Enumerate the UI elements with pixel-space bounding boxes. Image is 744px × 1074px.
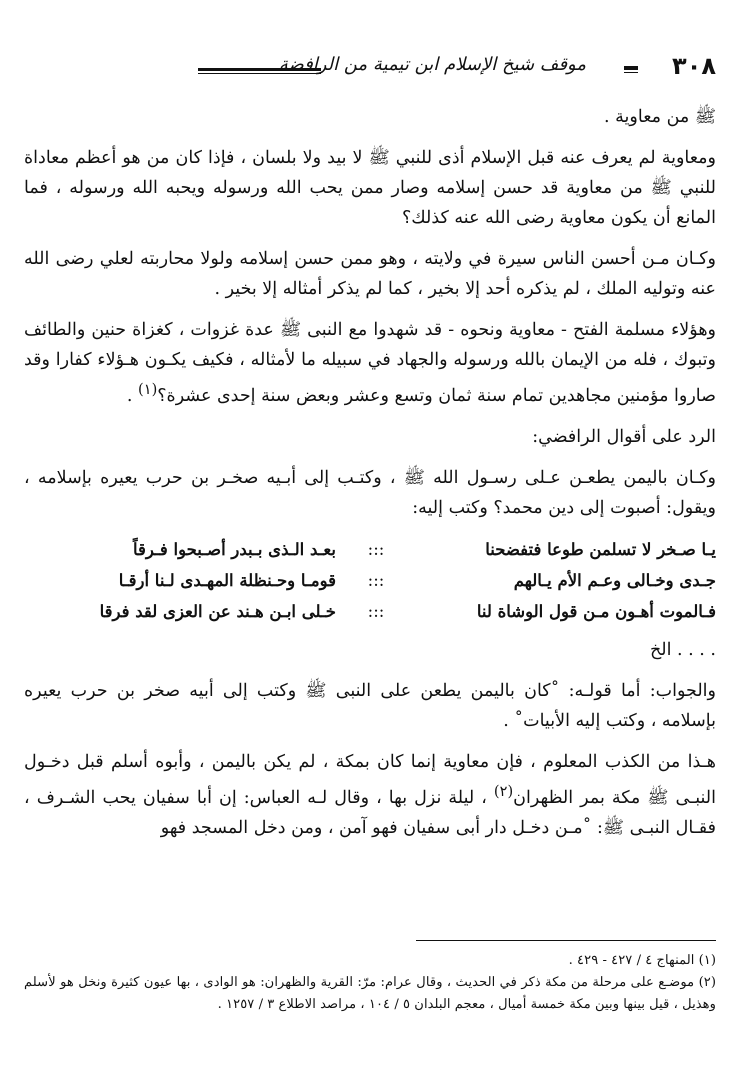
section-heading: الرد على أقوال الرافضي: <box>532 426 716 447</box>
footnote-divider <box>416 940 716 941</box>
verse-separator: ::: <box>367 539 385 559</box>
paragraph <box>24 315 716 411</box>
ellipsis-etc: . . . . الخ <box>650 639 716 660</box>
page-number: ٣٠٨ <box>672 52 716 80</box>
footnote-ref: (٢) <box>493 782 514 800</box>
footnotes <box>24 950 716 1016</box>
verse-second-hemistich: خـلى ابـن هـند عن العزى لقد فرقا <box>99 601 336 621</box>
header-rule-short <box>624 66 638 73</box>
verse-first-hemistich: فـالموت أهـون مـن قول الوشاة لنا <box>476 601 716 621</box>
footnote: (٢) موضـع على مرحلة من مكة ذكر في الحديث ، وقال عرام: مرّ: القرية والظهران: هو الوادى ، بها عيون كثيرة ونخل هو لأسلم وهذيل ، قيل بينها وبين مكة خمسة أميال ، معجم البلدان ٥ / ١٠٤ ، مراصد الاطلاع ٣ / ١٢٥٧ . <box>24 975 716 1012</box>
verse-separator: ::: <box>367 601 385 621</box>
verse-first-hemistich: جـدى وخـالى وعـم الأم يـالهم <box>513 570 716 590</box>
paragraph: وكـان مـن أحسن الناس سيرة في ولايته ، وهو ممن حسن إسلامه ولولا محاربته لعلي رضى الله عنه وتوليه الملك ، لم يذكره أحد إلا بخير ، كما لم يذكر أمثاله إلا بخير . <box>24 249 716 299</box>
paragraph-text: وهؤلاء مسلمة الفتح - معاوية ونحوه - قد شهدوا مع النبى ﷺ عدة غزوات ، كغزاة حنين والطائف وتبوك ، فله من الإيمان بالله ورسوله والجهاد في سبيله ما لأمثاله ، فكيف يكـون هـؤلاء كفارا وقد صاروا مؤمنين مجاهدين تمام سنة ثمان وتسع وعشر وبعض سنة إحدى عشرة؟ <box>24 320 716 406</box>
running-header <box>28 50 716 90</box>
verse-second-hemistich: بعـد الـذى بـبدر أصـبحوا فـرقاً <box>133 539 336 559</box>
footnote: (١) المنهاج ٤ / ٤٢٧ - ٤٢٩ . <box>568 953 716 968</box>
continuation-line: ﷺ من معاوية . <box>604 107 716 127</box>
running-title: موقف شيخ الإسلام ابن تيمية من الرافضة <box>278 54 586 75</box>
paragraph: والجواب: أما قولـه: ˚كان باليمن يطعن على النبى ﷺ وكتب إلى أبيه صخر بن حرب يعيره بإسلامه ، وكتب إليه الأبيات˚ . <box>24 680 716 731</box>
footnote-ref: (١) <box>138 381 158 398</box>
main-text <box>24 102 716 854</box>
poem-verse <box>24 565 716 596</box>
verse-second-hemistich: قومـا وحـنظلة المهـدى لـنا أرقـا <box>118 570 336 590</box>
paragraph-end: . <box>126 385 139 406</box>
poem <box>24 534 716 627</box>
paragraph: ومعاوية لم يعرف عنه قبل الإسلام أذى للنبي ﷺ لا بيد ولا بلسان ، فإذا كان من هو أعظم معاداة للنبي ﷺ من معاوية قد حسن إسلامه وصار ممن يحب الله ورسوله ويحبه الله ورسوله ، فما المانع أن يكون معاوية رضى الله عنه كذلك؟ <box>24 148 716 228</box>
verse-separator: ::: <box>367 570 385 590</box>
poem-verse <box>24 534 716 565</box>
paragraph-text: ، ليلة نزل بها ، وقال لـه العباس: إن أبا سفيان يحب الشـرف ، فقـال النبـى ﷺ: ˚مـن دخـل دار أبى سفيان فهو آمن ، ومن دخل المسجد فهو <box>24 787 716 838</box>
paragraph-text: هـذا من الكذب المعلوم ، فإن معاوية إنما كان بمكة ، لم يكن باليمن ، وأبوه أسلم قبل دخـول النبـى ﷺ مكة بمر الظهران <box>24 751 716 808</box>
paragraph <box>24 747 716 843</box>
poem-verse <box>24 596 716 627</box>
verse-first-hemistich: يـا صـخر لا تسلمن طوعا فتفضحنا <box>485 539 716 559</box>
header-rule-long <box>198 68 321 74</box>
paragraph: وكـان باليمن يطعـن عـلى رسـول الله ﷺ ، وكتـب إلى أبـيه صخـر بن حرب يعيره بإسلامه ، ويقول: أصبوت إلى دين محمد؟ وكتب إليه: <box>24 467 716 518</box>
